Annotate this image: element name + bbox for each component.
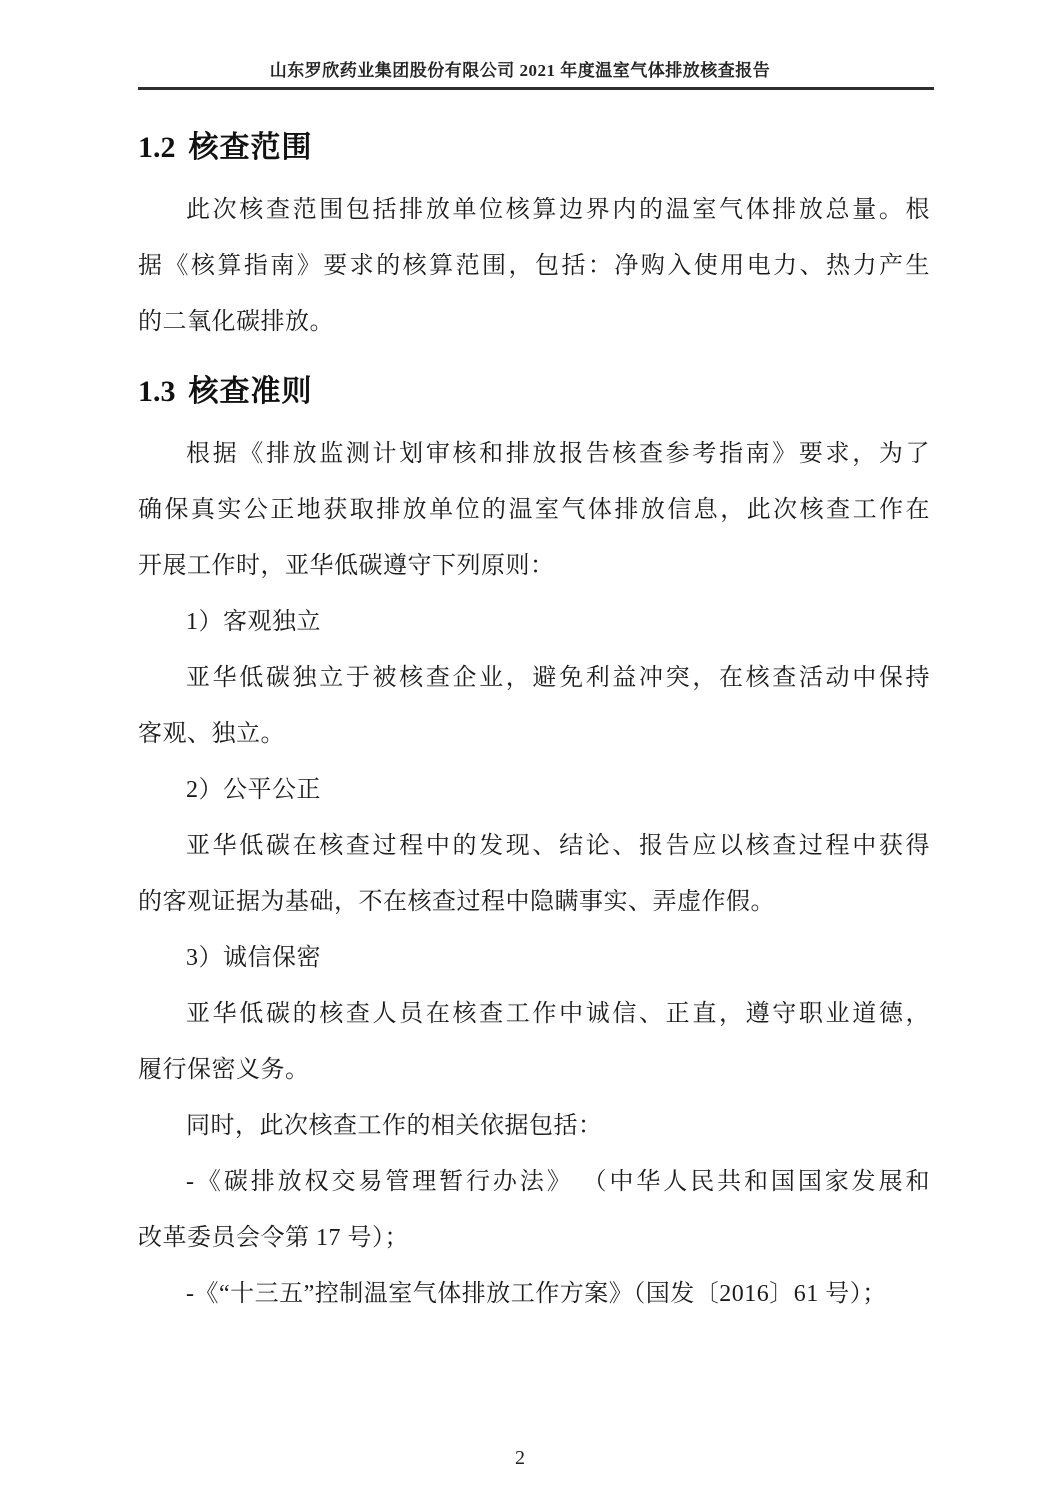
text-line: 开展工作时，亚华低碳遵守下列原则： <box>138 553 555 579</box>
paragraph <box>138 594 930 650</box>
text-line: -《碳排放权交易管理暂行办法》 （中华人民共和国国家发展和 <box>186 1169 930 1195</box>
section-paragraphs-1-3 <box>138 426 930 1322</box>
text-line: 客观、独立。 <box>138 721 285 747</box>
running-header-title: 山东罗欣药业集团股份有限公司 2021 年度温室气体排放核查报告 <box>269 61 771 80</box>
paragraph <box>138 986 930 1098</box>
paragraph <box>138 182 930 350</box>
text-line: 的二氧化碳排放。 <box>138 309 334 335</box>
paragraph <box>138 818 930 930</box>
paragraph <box>138 762 930 818</box>
page-number: 2 <box>515 1447 525 1469</box>
text-line: 改革委员会令第 17 号）； <box>138 1225 409 1251</box>
paragraph <box>138 930 930 986</box>
text-line: 同时，此次核查工作的相关依据包括： <box>186 1113 603 1139</box>
text-line: 3）诚信保密 <box>186 945 321 971</box>
text-line: 亚华低碳独立于被核查企业，避免利益冲突，在核查活动中保持 <box>186 665 930 691</box>
section-title: 核查准则 <box>188 375 313 408</box>
text-line: 1）客观独立 <box>186 609 321 635</box>
page-header <box>0 0 1040 90</box>
text-line: 履行保密义务。 <box>138 1057 310 1083</box>
text-line: 此次核查范围包括排放单位核算边界内的温室气体排放总量。根 <box>186 197 930 223</box>
section-heading-1-3 <box>138 372 930 412</box>
paragraph <box>138 1154 930 1266</box>
section-title: 核查范围 <box>188 131 313 164</box>
page-footer <box>0 1447 1040 1470</box>
paragraph <box>138 1266 930 1322</box>
paragraph <box>138 426 930 594</box>
text-line: 的客观证据为基础，不在核查过程中隐瞒事实、弄虚作假。 <box>138 889 775 915</box>
text-line: -《“十三五”控制温室气体排放工作方案》（国发〔2016〕61 号）； <box>186 1281 887 1307</box>
text-line: 亚华低碳的核查人员在核查工作中诚信、正直，遵守职业道德， <box>186 1001 930 1027</box>
paragraph <box>138 1098 930 1154</box>
section-number: 1.3 <box>138 375 176 408</box>
text-line: 2）公平公正 <box>186 777 321 803</box>
section-number: 1.2 <box>138 131 176 164</box>
section-paragraphs-1-2 <box>138 182 930 350</box>
text-line: 确保真实公正地获取排放单位的温室气体排放信息，此次核查工作在 <box>138 497 930 523</box>
document-body <box>0 90 1040 1322</box>
paragraph <box>138 650 930 762</box>
text-line: 据《核算指南》要求的核算范围，包括：净购入使用电力、热力产生 <box>138 253 930 279</box>
section-heading-1-2 <box>138 128 930 168</box>
text-line: 根据《排放监测计划审核和排放报告核查参考指南》要求，为了 <box>186 441 930 467</box>
text-line: 亚华低碳在核查过程中的发现、结论、报告应以核查过程中获得 <box>186 833 930 859</box>
